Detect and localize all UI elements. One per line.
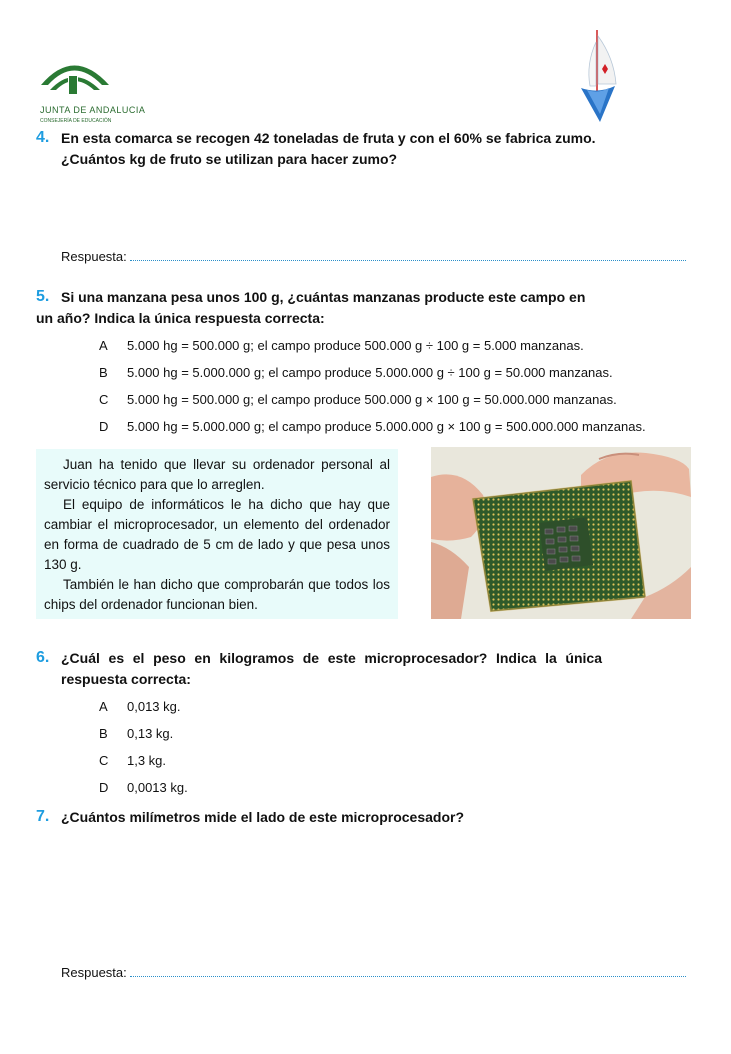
q7-number: 7. [36,808,50,825]
q6-line1: ¿Cuál es el peso en kilogramos de este microprocesador? Indica la única [61,650,602,666]
option-letter: B [99,726,108,741]
info-box [36,449,398,619]
junta-logo [36,52,146,128]
q6-number: 6. [36,649,50,666]
q5-option-b[interactable] [99,365,613,380]
option-letter: A [99,699,108,714]
q5-line2: un año? Indica la única respuesta correcta: [36,310,325,326]
q4-number: 4. [36,129,50,146]
q4-answer-line [61,249,686,264]
q6-option-b[interactable] [99,726,173,741]
q7-answer-label: Respuesta: [61,965,127,980]
q5-number: 5. [36,288,50,305]
info-paragraph-3: También le han dicho que comprobarán que todos los chips del ordenador funcionan bien. [44,577,390,612]
q4-answer-field[interactable] [130,249,686,261]
q7-answer-field[interactable] [130,965,686,977]
option-letter: B [99,365,108,380]
option-letter: A [99,338,108,353]
q5-option-a[interactable] [99,338,584,353]
logo-name: JUNTA DE ANDALUCIA [40,105,146,115]
q4-answer-label: Respuesta: [61,249,127,264]
option-text: 1,3 kg. [127,753,167,768]
junta-arch-icon [36,52,116,102]
option-letter: D [99,419,109,434]
q4-line1: En esta comarca se recogen 42 toneladas de fruta y con el 60% se fabrica zumo. [61,130,596,146]
q5-option-d[interactable] [99,419,646,434]
sailboat-logo-icon [578,28,622,124]
q4-line2: ¿Cuántos kg de fruto se utilizan para hacer zumo? [61,151,398,167]
option-letter: D [99,780,109,795]
info-paragraph-1: Juan ha tenido que llevar su ordenador personal al servicio técnico para que lo arreglen. [44,457,390,492]
q6-option-c[interactable] [99,753,166,768]
option-text: 5.000 hg = 500.000 g; el campo produce 500.000 g ÷ 100 g = 5.000 manzanas. [127,338,584,353]
q7-line1: ¿Cuántos milímetros mide el lado de este microprocesador? [61,809,464,825]
option-text: 5.000 hg = 5.000.000 g; el campo produce 5.000.000 g × 100 g = 500.000.000 manzanas. [127,419,646,434]
q6-option-a[interactable] [99,699,181,714]
option-letter: C [99,753,109,768]
q6-line2: respuesta correcta: [61,671,191,687]
option-text: 0,13 kg. [127,726,174,741]
info-paragraph-2: El equipo de informáticos le ha dicho que hay que cambiar el microprocesador, un elemento del ordenador en forma de cuadrado de 5 cm de lado y que pesa unos 130 g. [44,497,390,572]
option-text: 5.000 hg = 5.000.000 g; el campo produce 5.000.000 g ÷ 100 g = 50.000 manzanas. [127,365,613,380]
q7-answer-line [61,965,686,980]
option-text: 0,0013 kg. [127,780,188,795]
option-text: 0,013 kg. [127,699,181,714]
option-letter: C [99,392,109,407]
q6-option-d[interactable] [99,780,188,795]
logo-subtitle: CONSEJERÍA DE EDUCACIÓN [40,118,112,124]
q5-option-c[interactable] [99,392,617,407]
q5-line1: Si una manzana pesa unos 100 g, ¿cuántas manzanas producte este campo en [61,289,586,305]
microprocessor-photo [431,447,691,619]
option-text: 5.000 hg = 500.000 g; el campo produce 500.000 g × 100 g = 50.000.000 manzanas. [127,392,617,407]
